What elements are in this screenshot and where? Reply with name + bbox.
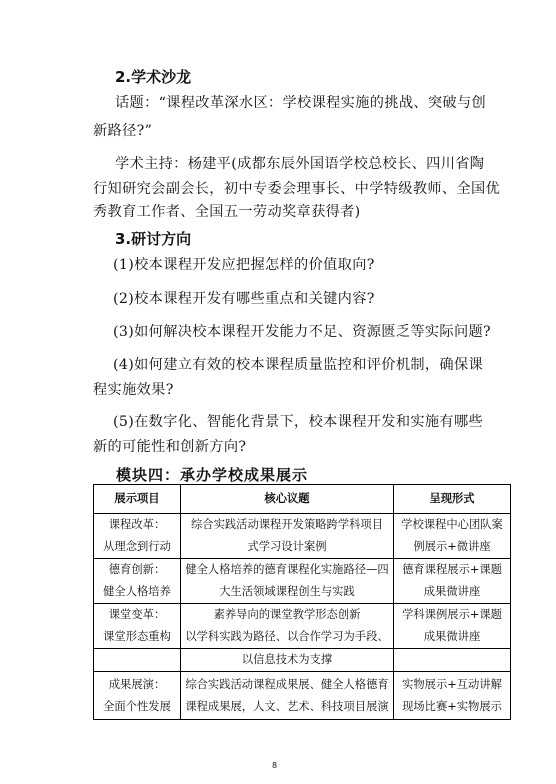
table-row <box>94 649 511 672</box>
cell-line: 以信息技术为支撑 <box>241 653 333 666</box>
cell-line: 综合实践活动课程开发策略跨学科项目 <box>190 518 384 531</box>
table-header-row <box>94 485 511 514</box>
cell-line: 以学科实践为路径、以合作学习为手段、 <box>185 630 389 643</box>
cell-line: 全面个性发展 <box>103 699 171 713</box>
direction-question-5-line2: 新的可能性和创新方向? <box>93 439 247 455</box>
direction-question-1: (1)校本课程开发应把握怎样的价值取向? <box>113 257 375 273</box>
salon-host-line1: 学术主持：杨建平(成都东辰外国语学校总校长、四川省陶 <box>115 156 485 172</box>
cell-line: 课程改革： <box>108 518 166 531</box>
page-number: 8 <box>272 761 278 770</box>
salon-topic-line2: 新路径?” <box>93 123 153 139</box>
module-title: 模块四：承办学校成果展示 <box>116 466 309 484</box>
header-project: 展示项目 <box>94 485 181 514</box>
table-cell-form <box>394 604 511 649</box>
cell-line: 学校课程中心团队案 <box>401 518 503 531</box>
table-cell-project <box>94 514 181 559</box>
cell-line: 德育课程展示+课题 <box>402 563 502 576</box>
table-cell-project <box>94 649 181 672</box>
table-cell-project <box>94 672 181 720</box>
direction-question-5-line1: (5)在数字化、智能化背景下，校本课程开发和实施有哪些 <box>113 414 484 430</box>
table-row <box>94 559 511 604</box>
table-cell-project <box>94 604 181 649</box>
cell-line: 实物展示+互动讲解 <box>402 677 502 691</box>
table-cell-topic <box>181 672 394 720</box>
table-cell-project <box>94 559 181 604</box>
cell-line: 课堂形态重构 <box>103 630 171 643</box>
table-cell-form <box>394 649 511 672</box>
directions-heading: 3.研讨方向 <box>115 230 192 248</box>
cell-line: 成果微讲座 <box>423 585 481 598</box>
table-cell-form <box>394 672 511 720</box>
header-form: 呈现形式 <box>394 485 511 514</box>
cell-line: 素养导向的课堂教学形态创新 <box>213 608 361 621</box>
table-cell-topic <box>181 604 394 649</box>
cell-line: 德育创新： <box>108 563 166 576</box>
cell-line: 例展示+微讲座 <box>413 540 491 553</box>
salon-heading: 2.学术沙龙 <box>115 68 192 86</box>
table-cell-topic <box>181 649 394 672</box>
direction-question-4-line2: 程实施效果? <box>93 382 174 398</box>
salon-topic-line1: 话题：“课程改革深水区：学校课程实施的挑战、突破与创 <box>115 95 487 111</box>
table-row <box>94 514 511 559</box>
cell-line: 现场比赛+实物展示 <box>402 699 502 713</box>
table-cell-topic <box>181 559 394 604</box>
salon-host-line2: 行知研究会副会长，初中专委会理事长、中学特级教师、全国优 <box>93 181 501 197</box>
cell-line: 学科课例展示+课题 <box>402 608 502 621</box>
cell-line: 综合实践活动课程成果展、健全人格德育 <box>185 677 389 691</box>
direction-question-3: (3)如何解决校本课程开发能力不足、资源匮乏等实际问题? <box>113 324 492 340</box>
cell-line: 从理念到行动 <box>103 540 171 553</box>
cell-line: 成果微讲座 <box>423 630 481 643</box>
results-table <box>93 484 511 720</box>
cell-line: 式学习设计案例 <box>247 540 327 553</box>
table-cell-form <box>394 559 511 604</box>
cell-line: 课程成果展，人文、艺术、科技项目展演 <box>185 699 389 713</box>
header-topic: 核心议题 <box>181 485 394 514</box>
table-cell-form <box>394 514 511 559</box>
table-cell-topic <box>181 514 394 559</box>
direction-question-2: (2)校本课程开发有哪些重点和关键内容? <box>113 291 375 307</box>
table-row <box>94 604 511 649</box>
cell-line: 健全人格培养的德育课程化实施路径—四 <box>185 563 389 576</box>
cell-line: 课堂变革： <box>108 608 166 621</box>
cell-line: 健全人格培养 <box>103 585 171 598</box>
cell-line: 大生活领域课程创生与实践 <box>219 585 355 598</box>
direction-question-4-line1: (4)如何建立有效的校本课程质量监控和评价机制，确保课 <box>113 357 484 373</box>
cell-line: 成果展演： <box>108 677 166 691</box>
table-row <box>94 672 511 720</box>
salon-host-line3: 秀教育工作者、全国五一劳动奖章获得者) <box>93 204 361 220</box>
